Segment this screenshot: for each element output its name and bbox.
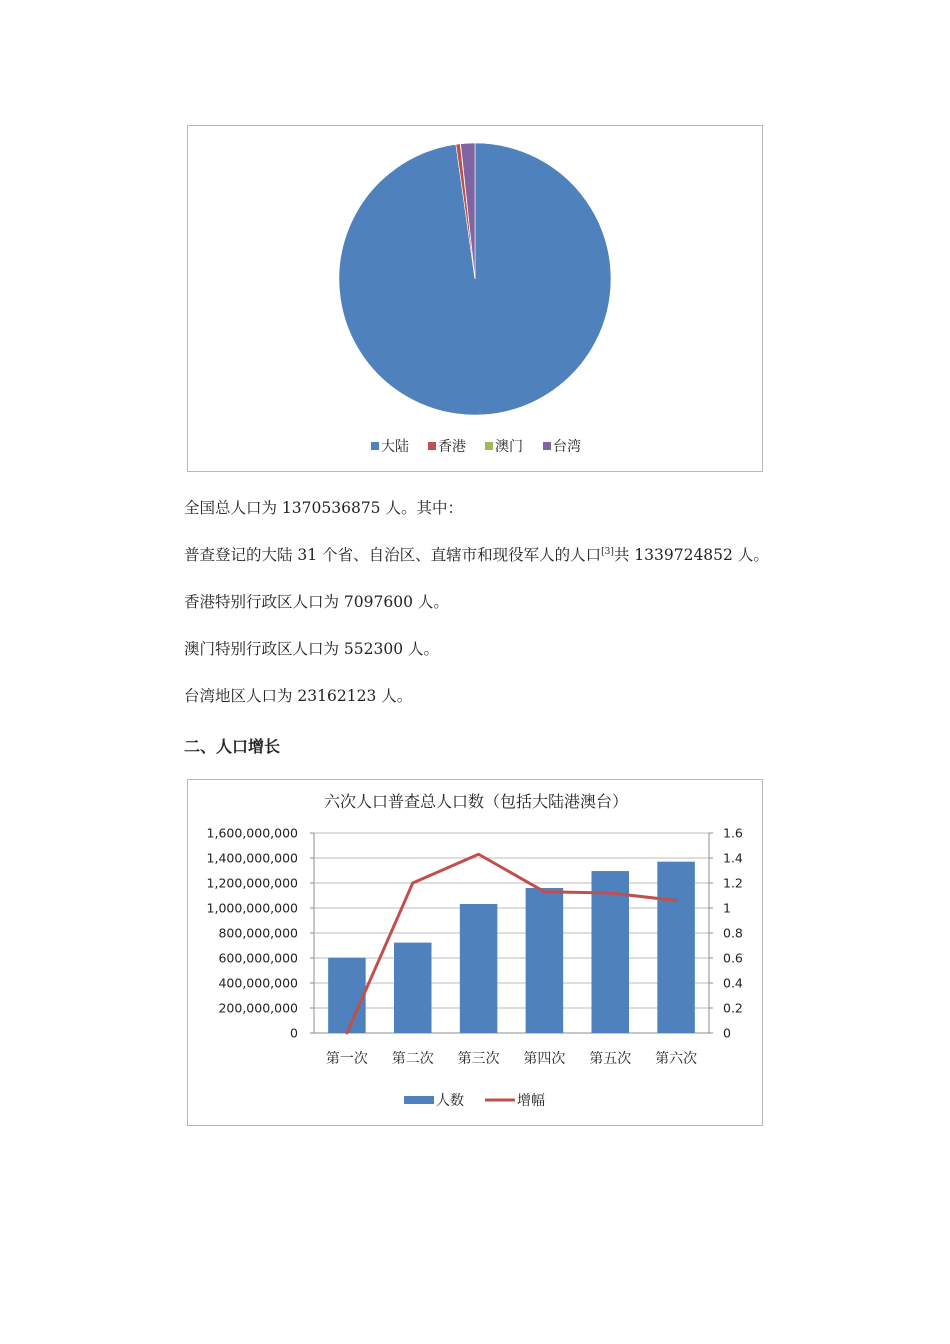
x-category-label-4: 第四次 — [523, 1051, 566, 1067]
x-category-label-5: 第五次 — [589, 1051, 632, 1067]
total-population-text: 全国总人口为 1370536875 人。其中： — [184, 499, 463, 517]
right-axis-label-2: 0.4 — [723, 975, 743, 991]
footnote-ref[interactable]: [3] — [601, 547, 614, 557]
pie-legend-swatch-2 — [428, 442, 436, 450]
left-axis-label-0: 0 — [290, 1025, 298, 1041]
population-pie-chart — [187, 125, 763, 472]
pie-chart-svg — [188, 126, 764, 473]
mainland-text: 普查登记的大陆 31 个省、自治区、直辖市和现役军人的人口 — [184, 546, 602, 564]
right-axis-label-8: 1.6 — [723, 825, 743, 841]
taiwan-population-text: 台湾地区人口为 23162123 人。 — [184, 687, 413, 705]
mainland-total: 共 1339724852 人。 — [613, 546, 769, 564]
left-axis-label-8: 1,600,000,000 — [206, 825, 298, 841]
growth-point-2 — [411, 882, 414, 885]
bar-1 — [328, 958, 366, 1033]
x-category-label-1: 第一次 — [325, 1051, 368, 1067]
left-axis-label-7: 1,400,000,000 — [206, 850, 298, 866]
pie-legend-swatch-3 — [485, 442, 493, 450]
right-axis-label-7: 1.4 — [723, 850, 743, 866]
census-combo-chart — [187, 779, 763, 1126]
pie-legend-swatch-4 — [543, 442, 551, 450]
legend-label-line: 增幅 — [517, 1093, 545, 1109]
right-axis-label-4: 0.8 — [723, 925, 743, 941]
right-axis-label-3: 0.6 — [723, 950, 743, 966]
right-axis-label-0: 0 — [723, 1025, 731, 1041]
combo-chart-svg — [188, 780, 764, 1127]
left-axis-label-5: 1,000,000,000 — [206, 900, 298, 916]
x-category-label-6: 第六次 — [655, 1051, 698, 1067]
right-axis-label-1: 0.2 — [723, 1000, 743, 1016]
pie-legend-label-1: 大陆 — [381, 439, 409, 455]
left-axis-label-4: 800,000,000 — [218, 925, 298, 941]
chart-title: 六次人口普查总人口数（包括大陆港澳台） — [323, 792, 629, 811]
hongkong-population-text: 香港特别行政区人口为 7097600 人。 — [184, 593, 449, 611]
right-axis-label-5: 1 — [723, 900, 731, 916]
growth-point-5 — [609, 892, 612, 895]
growth-point-4 — [543, 890, 546, 893]
legend-label-bar: 人数 — [436, 1093, 464, 1109]
growth-point-3 — [477, 853, 480, 856]
pie-legend-label-2: 香港 — [438, 439, 466, 455]
bar-2 — [394, 943, 432, 1033]
legend-swatch-bar — [404, 1096, 434, 1104]
section-heading: 二、人口增长 — [184, 737, 281, 756]
left-axis-label-3: 600,000,000 — [218, 950, 298, 966]
x-category-label-2: 第二次 — [391, 1051, 434, 1067]
pie-legend-swatch-1 — [371, 442, 379, 450]
bar-6 — [657, 862, 695, 1033]
pie-legend-label-4: 台湾 — [553, 439, 581, 455]
bar-3 — [460, 904, 498, 1033]
bar-4 — [526, 888, 564, 1033]
macau-population-text: 澳门特别行政区人口为 552300 人。 — [184, 640, 440, 658]
mainland-population-text — [184, 545, 769, 565]
x-category-label-3: 第三次 — [457, 1051, 500, 1067]
growth-point-6 — [675, 899, 678, 902]
left-axis-label-6: 1,200,000,000 — [206, 875, 298, 891]
left-axis-label-1: 200,000,000 — [218, 1000, 298, 1016]
growth-point-1 — [346, 1032, 349, 1035]
pie-legend-label-3: 澳门 — [495, 439, 523, 455]
left-axis-label-2: 400,000,000 — [218, 975, 298, 991]
right-axis-label-6: 1.2 — [723, 875, 743, 891]
